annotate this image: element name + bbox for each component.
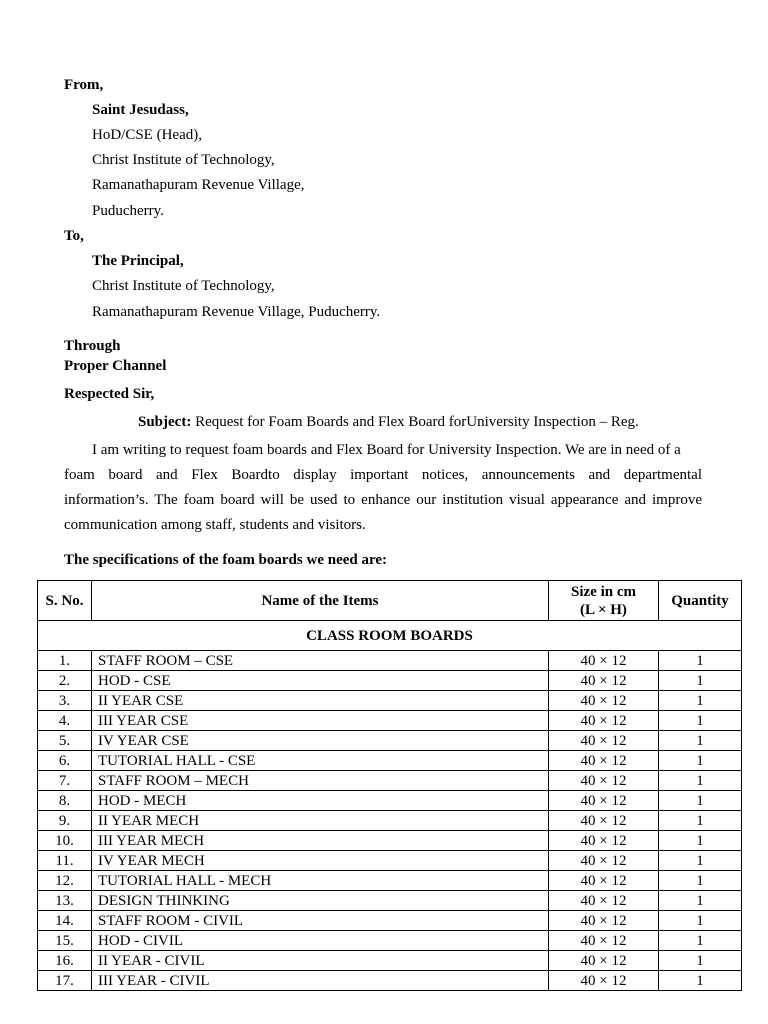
table-row	[38, 671, 742, 691]
row-quantity: 1	[659, 811, 742, 831]
table-row	[38, 711, 742, 731]
table-row	[38, 791, 742, 811]
sender-institution: Christ Institute of Technology,	[92, 152, 275, 168]
row-size: 40 × 12	[549, 691, 659, 711]
header-name: Name of the Items	[92, 581, 549, 621]
row-sno: 8.	[38, 791, 92, 811]
row-quantity: 1	[659, 691, 742, 711]
row-sno: 13.	[38, 891, 92, 911]
table-row	[38, 831, 742, 851]
through-label: Through	[64, 338, 121, 354]
row-sno: 12.	[38, 871, 92, 891]
to-label: To,	[64, 228, 84, 244]
table-row	[38, 651, 742, 671]
section-title: CLASS ROOM BOARDS	[38, 621, 742, 651]
row-sno: 11.	[38, 851, 92, 871]
row-quantity: 1	[659, 951, 742, 971]
row-quantity: 1	[659, 651, 742, 671]
row-item-name: IV YEAR MECH	[92, 851, 549, 871]
row-quantity: 1	[659, 911, 742, 931]
row-size: 40 × 12	[549, 891, 659, 911]
body-line-2: foam board and Flex Boardto display important notices, announcements and departmental	[64, 467, 702, 483]
header-sno: S. No.	[38, 581, 92, 621]
row-item-name: STAFF ROOM – CSE	[92, 651, 549, 671]
sender-address-line1: Ramanathapuram Revenue Village,	[92, 177, 305, 193]
row-quantity: 1	[659, 931, 742, 951]
row-item-name: III YEAR MECH	[92, 831, 549, 851]
row-size: 40 × 12	[549, 751, 659, 771]
table-row	[38, 891, 742, 911]
sender-name: Saint Jesudass,	[92, 102, 189, 118]
row-size: 40 × 12	[549, 831, 659, 851]
row-size: 40 × 12	[549, 771, 659, 791]
table-header-row	[38, 581, 742, 621]
row-item-name: STAFF ROOM – MECH	[92, 771, 549, 791]
row-size: 40 × 12	[549, 671, 659, 691]
table-row	[38, 911, 742, 931]
row-quantity: 1	[659, 751, 742, 771]
row-quantity: 1	[659, 771, 742, 791]
row-sno: 5.	[38, 731, 92, 751]
recipient-name: The Principal,	[92, 253, 184, 269]
header-size	[549, 581, 659, 621]
row-item-name: HOD - CIVIL	[92, 931, 549, 951]
row-size: 40 × 12	[549, 911, 659, 931]
salutation: Respected Sir,	[64, 386, 155, 402]
row-item-name: II YEAR CSE	[92, 691, 549, 711]
row-size: 40 × 12	[549, 851, 659, 871]
row-sno: 7.	[38, 771, 92, 791]
table-row	[38, 871, 742, 891]
row-item-name: III YEAR CSE	[92, 711, 549, 731]
row-sno: 2.	[38, 671, 92, 691]
row-sno: 10.	[38, 831, 92, 851]
row-sno: 9.	[38, 811, 92, 831]
row-quantity: 1	[659, 791, 742, 811]
sender-designation: HoD/CSE (Head),	[92, 127, 202, 143]
body-line-1: I am writing to request foam boards and Flex Board for University Inspection. We are in need of a	[92, 442, 681, 458]
table-row	[38, 731, 742, 751]
row-size: 40 × 12	[549, 651, 659, 671]
row-sno: 6.	[38, 751, 92, 771]
row-sno: 16.	[38, 951, 92, 971]
table-row	[38, 951, 742, 971]
table-row	[38, 971, 742, 991]
row-size: 40 × 12	[549, 731, 659, 751]
row-item-name: TUTORIAL HALL - MECH	[92, 871, 549, 891]
row-quantity: 1	[659, 671, 742, 691]
row-size: 40 × 12	[549, 931, 659, 951]
subject-label: Subject:	[138, 414, 192, 430]
row-item-name: II YEAR MECH	[92, 811, 549, 831]
spec-table	[37, 580, 742, 991]
recipient-address: Ramanathapuram Revenue Village, Puducherry.	[92, 304, 381, 320]
table-row	[38, 691, 742, 711]
row-quantity: 1	[659, 891, 742, 911]
recipient-institution: Christ Institute of Technology,	[92, 278, 275, 294]
proper-channel-label: Proper Channel	[64, 358, 167, 374]
row-item-name: II YEAR - CIVIL	[92, 951, 549, 971]
body-line-4: communication among staff, students and visitors.	[64, 517, 366, 533]
subject-text: Request for Foam Boards and Flex Board forUniversity Inspection – Reg.	[195, 414, 639, 430]
row-sno: 17.	[38, 971, 92, 991]
subject-line	[138, 412, 639, 432]
row-item-name: TUTORIAL HALL - CSE	[92, 751, 549, 771]
table-row	[38, 771, 742, 791]
header-size-line2: (L × H)	[580, 601, 627, 618]
row-item-name: IV YEAR CSE	[92, 731, 549, 751]
sender-address-line2: Puducherry.	[92, 203, 164, 219]
row-item-name: HOD - MECH	[92, 791, 549, 811]
row-item-name: DESIGN THINKING	[92, 891, 549, 911]
row-quantity: 1	[659, 731, 742, 751]
spec-heading: The specifications of the foam boards we need are:	[64, 552, 388, 568]
table-row	[38, 751, 742, 771]
table-row	[38, 931, 742, 951]
row-sno: 4.	[38, 711, 92, 731]
from-label: From,	[64, 77, 104, 93]
table-row	[38, 811, 742, 831]
row-size: 40 × 12	[549, 711, 659, 731]
row-size: 40 × 12	[549, 951, 659, 971]
row-quantity: 1	[659, 851, 742, 871]
row-item-name: STAFF ROOM - CIVIL	[92, 911, 549, 931]
row-sno: 14.	[38, 911, 92, 931]
table-row	[38, 851, 742, 871]
row-size: 40 × 12	[549, 791, 659, 811]
row-size: 40 × 12	[549, 811, 659, 831]
row-sno: 1.	[38, 651, 92, 671]
row-size: 40 × 12	[549, 971, 659, 991]
row-quantity: 1	[659, 971, 742, 991]
row-sno: 3.	[38, 691, 92, 711]
row-quantity: 1	[659, 831, 742, 851]
header-size-line1: Size in cm	[571, 583, 636, 600]
row-sno: 15.	[38, 931, 92, 951]
row-quantity: 1	[659, 871, 742, 891]
body-line-3: information’s. The foam board will be used to enhance our institution visual appearance and improve	[64, 492, 702, 508]
section-row	[38, 621, 742, 651]
row-quantity: 1	[659, 711, 742, 731]
row-item-name: III YEAR - CIVIL	[92, 971, 549, 991]
row-size: 40 × 12	[549, 871, 659, 891]
row-item-name: HOD - CSE	[92, 671, 549, 691]
header-qty: Quantity	[659, 581, 742, 621]
